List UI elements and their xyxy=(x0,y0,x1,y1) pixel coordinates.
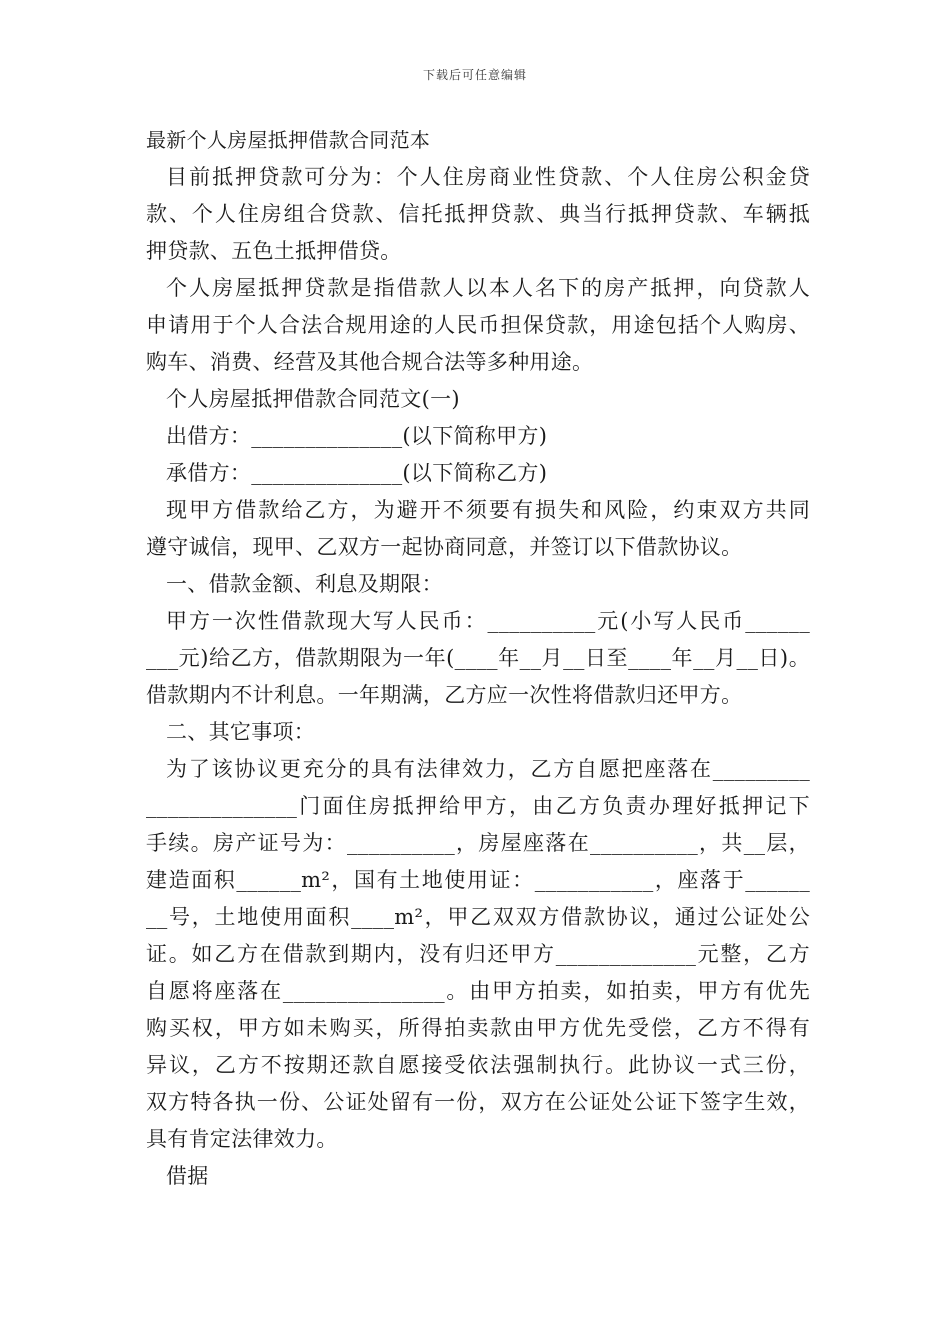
borrower-field: 承借方：______________(以下简称乙方) xyxy=(166,461,548,485)
paragraph-line: 手续。房产证号为：__________，房屋座落在__________，共__层， xyxy=(146,831,810,855)
lender-field: 出借方：______________(以下简称甲方) xyxy=(166,424,548,448)
section-heading: 二、其它事项： xyxy=(166,720,316,744)
paragraph-line: 建造面积______m²，国有土地使用证：___________，座落于______ xyxy=(146,868,810,892)
paragraph-line: 证。如乙方在借款到期内，没有归还甲方_____________元整，乙方 xyxy=(146,942,810,966)
paragraph-line: 为了该协议更充分的具有法律效力，乙方自愿把座落在_________ xyxy=(166,757,810,781)
document-body xyxy=(146,122,810,1195)
paragraph-line: ___元)给乙方，借款期限为一年(____年__月__日至____年__月__日)。 xyxy=(146,646,810,670)
paragraph-line: 自愿将座落在_______________。由甲方拍卖，如拍卖，甲方有优先 xyxy=(146,979,810,1003)
paragraph-line: 购车、消费、经营及其他合规合法等多种用途。 xyxy=(146,350,594,374)
paragraph-line: 个人房屋抵押贷款是指借款人以本人名下的房产抵押，向贷款人 xyxy=(166,276,810,300)
header-note: 下载后可任意编辑 xyxy=(422,68,527,82)
paragraph-line: 押贷款、五色土抵押借贷。 xyxy=(146,239,402,263)
paragraph-line: 异议，乙方不按期还款自愿接受依法强制执行。此协议一式三份， xyxy=(146,1053,810,1077)
paragraph-line: 现甲方借款给乙方，为避开不须要有损失和风险，约束双方共同 xyxy=(166,498,810,522)
paragraph-line: 目前抵押贷款可分为：个人住房商业性贷款、个人住房公积金贷 xyxy=(166,165,810,189)
paragraph-line: 款、个人住房组合贷款、信托抵押贷款、典当行抵押贷款、车辆抵 xyxy=(146,202,810,226)
document-title: 最新个人房屋抵押借款合同范本 xyxy=(146,128,431,152)
paragraph-line: 具有肯定法律效力。 xyxy=(146,1127,338,1151)
paragraph-line: 甲方一次性借款现大写人民币：__________元(小写人民币______ xyxy=(166,609,810,633)
section-heading: 借据 xyxy=(166,1164,209,1188)
paragraph-line: 申请用于个人合法合规用途的人民币担保贷款，用途包括个人购房、 xyxy=(146,313,810,337)
paragraph-line: __号，土地使用面积____m²，甲乙双双方借款协议，通过公证处公 xyxy=(146,905,810,929)
paragraph-line: ______________门面住房抵押给甲方，由乙方负责办理好抵押记下 xyxy=(146,794,810,818)
section-heading: 一、借款金额、利息及期限： xyxy=(166,572,443,596)
paragraph-line: 购买权，甲方如未购买，所得拍卖款由甲方优先受偿，乙方不得有 xyxy=(146,1016,810,1040)
paragraph-line: 双方特各执一份、公证处留有一份，双方在公证处公证下签字生效， xyxy=(146,1090,810,1114)
paragraph-line: 遵守诚信，现甲、乙双方一起协商同意，并签订以下借款协议。 xyxy=(146,535,743,559)
paragraph-line: 借款期内不计利息。一年期满，乙方应一次性将借款归还甲方。 xyxy=(146,683,743,707)
section-heading: 个人房屋抵押借款合同范文(一) xyxy=(166,387,460,411)
